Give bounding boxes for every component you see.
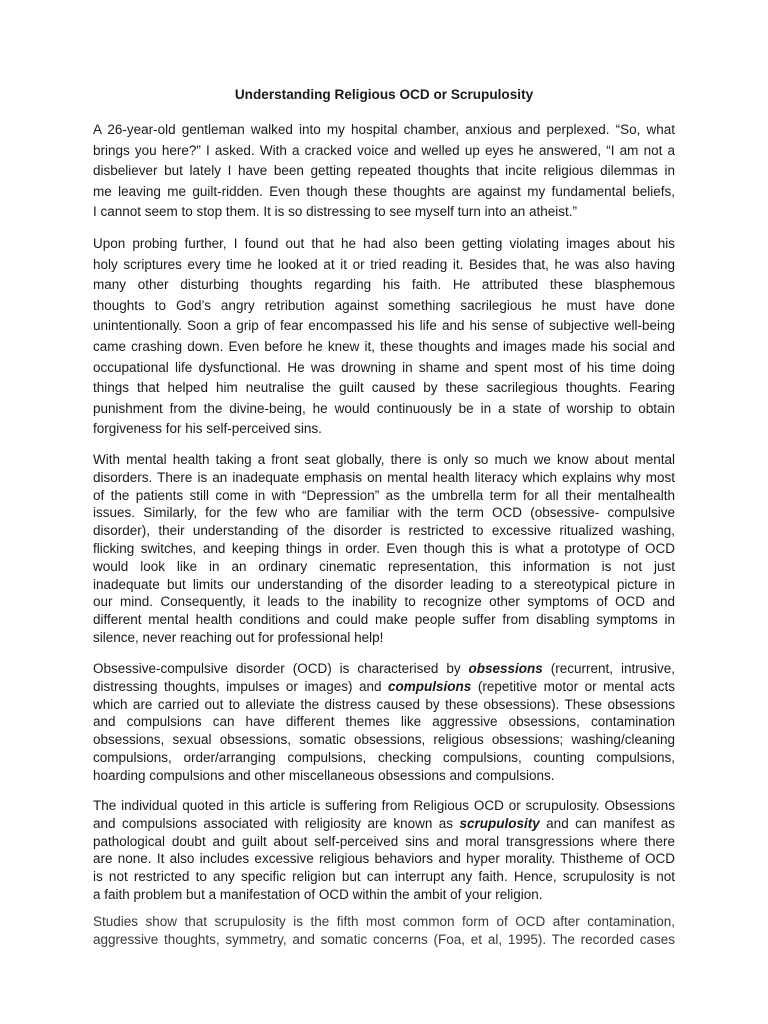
text-line: things that helped him neutralise the guilt caused by these sacrilegious thoughts. Fearing	[93, 380, 675, 396]
text-line	[93, 660, 675, 678]
text-line: a faith problem but a manifestation of OCD within the ambit of your religion.	[93, 886, 543, 902]
paragraph-mental-health-literacy	[93, 451, 675, 647]
emphasis-term-obsessions: obsessions	[468, 661, 543, 676]
text-line: punishment from the divine-being, he would continuously be in a state of worship to obtain	[93, 400, 675, 416]
text-line: obsessions, sexual obsessions, somatic obsessions, religious obsessions; washing/cleaning	[93, 732, 675, 748]
text-line: forgiveness for his self-perceived sins.	[93, 421, 322, 437]
text-line: pathological doubt and guilt about self-perceived sins and moral transgressions where there	[93, 833, 675, 849]
text-line: different mental health conditions and could make people suffer from disabling symptoms in	[93, 612, 675, 628]
text-line: A 26-year-old gentleman walked into my hospital chamber, anxious and perplexed. “So, what	[93, 122, 675, 137]
text-line: brings you here?” I asked. With a cracked voice and welled up eyes he answered, “I am not a	[93, 142, 675, 158]
text-line: silence, never reaching out for professional help!	[93, 629, 384, 645]
text-run: (recurrent, intrusive,	[542, 661, 675, 676]
text-run: (repetitive motor or mental acts	[471, 678, 675, 694]
emphasis-term-compulsions: compulsions	[388, 678, 472, 694]
text-line: compulsions, order/arranging compulsions, checking compulsions, counting compulsions,	[93, 749, 675, 765]
text-line: thoughts to God’s angry retribution against something sacrilegious he must have done	[93, 297, 675, 313]
text-line: me leaving me guilt-ridden. Even though these thoughts are against my fundamental beliefs,	[93, 183, 675, 199]
text-line: disorders. There is an inadequate emphasis on mental health literacy which explains why most	[93, 469, 675, 485]
text-line: hoarding compulsions and other miscellaneous obsessions and compulsions.	[93, 767, 555, 783]
page-title: Understanding Religious OCD or Scrupulosity	[234, 87, 534, 102]
paragraph-scrupulosity	[93, 797, 675, 904]
text-line: unintentionally. Soon a grip of fear encompassed his life and his sense of subjective well-being	[93, 318, 675, 334]
text-line	[93, 815, 675, 833]
paragraph-case-description	[93, 234, 675, 440]
emphasis-term-scrupulosity: scrupulosity	[459, 815, 540, 831]
text-line: With mental health taking a front seat globally, there is only so much we know about mental	[93, 452, 675, 467]
text-run: Obsessive-compulsive disorder (OCD) is characterised by	[93, 661, 469, 676]
text-line: holy scriptures every time he looked at it or tried reading it. Besides that, he was also having	[93, 256, 675, 272]
text-line: disorder), their understanding of the disorder is restricted to excessive ritualized washing,	[93, 523, 675, 539]
text-run: and compulsions associated with religiosity are known as	[93, 815, 460, 831]
text-run: and can manifest as	[539, 815, 675, 831]
text-line: are none. It also includes excessive religious behaviors and hyper morality. Thistheme of OCD	[93, 851, 675, 867]
text-line: inadequate but limits our understanding of the disorder leading to a stereotypical picture in	[93, 576, 675, 592]
text-line: occupational life dysfunctional. He was drowning in shame and spent most of his time doing	[93, 359, 675, 375]
paragraph-intro	[93, 120, 675, 223]
text-line: aggressive thoughts, symmetry, and somatic concerns (Foa, et al, 1995). The recorded cases	[93, 931, 675, 947]
text-line: came crashing down. Even before he knew it, these thoughts and images made his social and	[93, 338, 675, 354]
text-line	[93, 678, 675, 696]
text-line: which are carried out to alleviate the distress caused by these obsessions). These obsessions	[93, 696, 675, 712]
text-line: and compulsions can have different themes like aggressive obsessions, contamination	[93, 714, 675, 730]
text-line: Studies show that scrupulosity is the fifth most common form of OCD after contamination,	[93, 914, 675, 929]
text-line: would look like in an ordinary cinematic representation, this information is not just	[93, 558, 675, 574]
text-line: Upon probing further, I found out that he had also been getting violating images about his	[93, 236, 675, 251]
text-line: issues. Similarly, for the few who are familiar with the term OCD (obsessive- compulsive	[93, 505, 675, 521]
paragraph-ocd-definition	[93, 660, 675, 785]
text-line: disbeliever but lately I have been getting repeated thoughts that incite religious dilemmas in	[93, 163, 675, 179]
text-line: flicking switches, and keeping things in order. Even though this is what a prototype of OCD	[93, 540, 675, 556]
text-run: distressing thoughts, impulses or images) and	[93, 678, 389, 694]
text-line: I cannot seem to stop them. It is so distressing to see myself turn into an atheist.”	[93, 204, 577, 220]
text-line: many other disturbing thoughts regarding his faith. He attributed these blasphemous	[93, 277, 675, 293]
paragraph-studies	[93, 913, 675, 949]
text-line: of the patients still come in with “Depression” as the umbrella term for all their mentalhealth	[93, 487, 675, 503]
text-line: The individual quoted in this article is suffering from Religious OCD or scrupulosity. Obsessions	[93, 798, 675, 813]
text-line: is not restricted to any specific religion but can interrupt any faith. Hence, scrupulosity is not	[93, 869, 675, 885]
text-line: our mind. Consequently, it leads to the inability to recognize other symptoms of OCD and	[93, 594, 675, 610]
